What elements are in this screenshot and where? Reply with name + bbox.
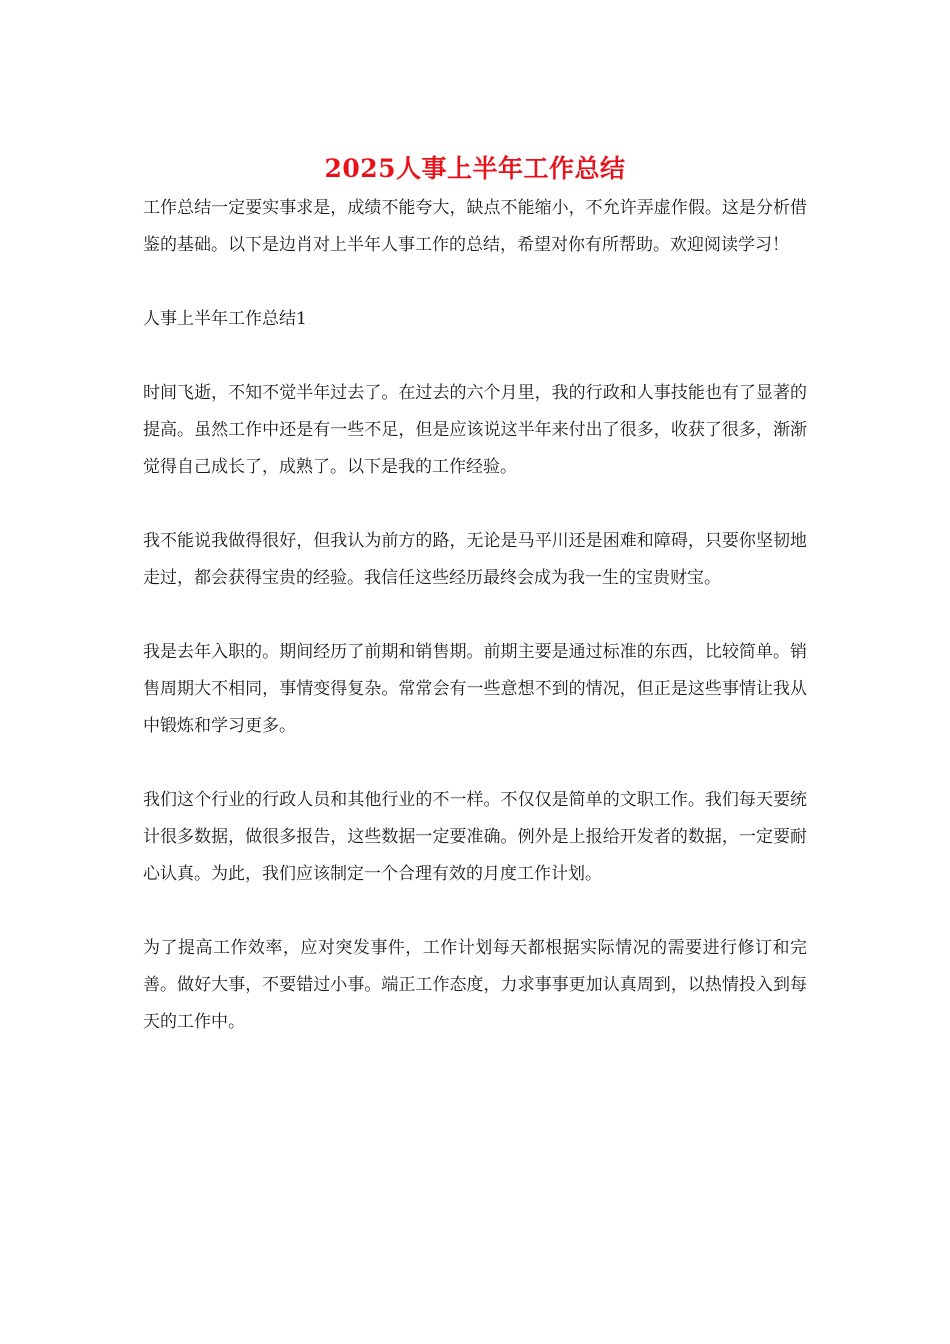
- document-body: [143, 148, 807, 1041]
- body-paragraph-5: 为了提高工作效率，应对突发事件，工作计划每天都根据实际情况的需要进行修订和完善。做好大事，不要错过小事。端正工作态度，力求事事更加认真周到，以热情投入到每天的工作中。: [143, 938, 807, 1032]
- paragraph-spacer: [143, 486, 807, 523]
- paragraph-spacer: [143, 597, 807, 634]
- section-heading: 人事上半年工作总结1: [143, 309, 307, 329]
- paragraph-spacer: [143, 338, 807, 375]
- paragraph-spacer: [143, 745, 807, 782]
- intro-paragraph: 工作总结一定要实事求是，成绩不能夸大，缺点不能缩小，不允许弄虚作假。这是分析借鉴的基础。以下是边肖对上半年人事工作的总结，希望对你有所帮助。欢迎阅读学习！: [143, 198, 807, 255]
- paragraph-spacer: [143, 264, 807, 301]
- body-paragraph-3: 我是去年入职的。期间经历了前期和销售期。前期主要是通过标准的东西，比较简单。销售周期大不相同，事情变得复杂。常常会有一些意想不到的情况，但正是这些事情让我从中锻炼和学习更多。: [143, 642, 807, 736]
- paragraph-spacer: [143, 893, 807, 930]
- body-paragraph-1: 时间飞逝，不知不觉半年过去了。在过去的六个月里，我的行政和人事技能也有了显著的提高。虽然工作中还是有一些不足，但是应该说这半年来付出了很多，收获了很多，渐渐觉得自己成长了，成熟了。以下是我的工作经验。: [143, 383, 807, 477]
- document-title: 2025人事上半年工作总结: [324, 154, 626, 183]
- body-paragraph-2: 我不能说我做得很好，但我认为前方的路，无论是马平川还是困难和障碍，只要你坚韧地走过，都会获得宝贵的经验。我信任这些经历最终会成为我一生的宝贵财宝。: [143, 531, 807, 588]
- body-paragraph-4: 我们这个行业的行政人员和其他行业的不一样。不仅仅是简单的文职工作。我们每天要统计很多数据，做很多报告，这些数据一定要准确。例外是上报给开发者的数据，一定要耐心认真。为此，我们应该制定一个合理有效的月度工作计划。: [143, 790, 807, 884]
